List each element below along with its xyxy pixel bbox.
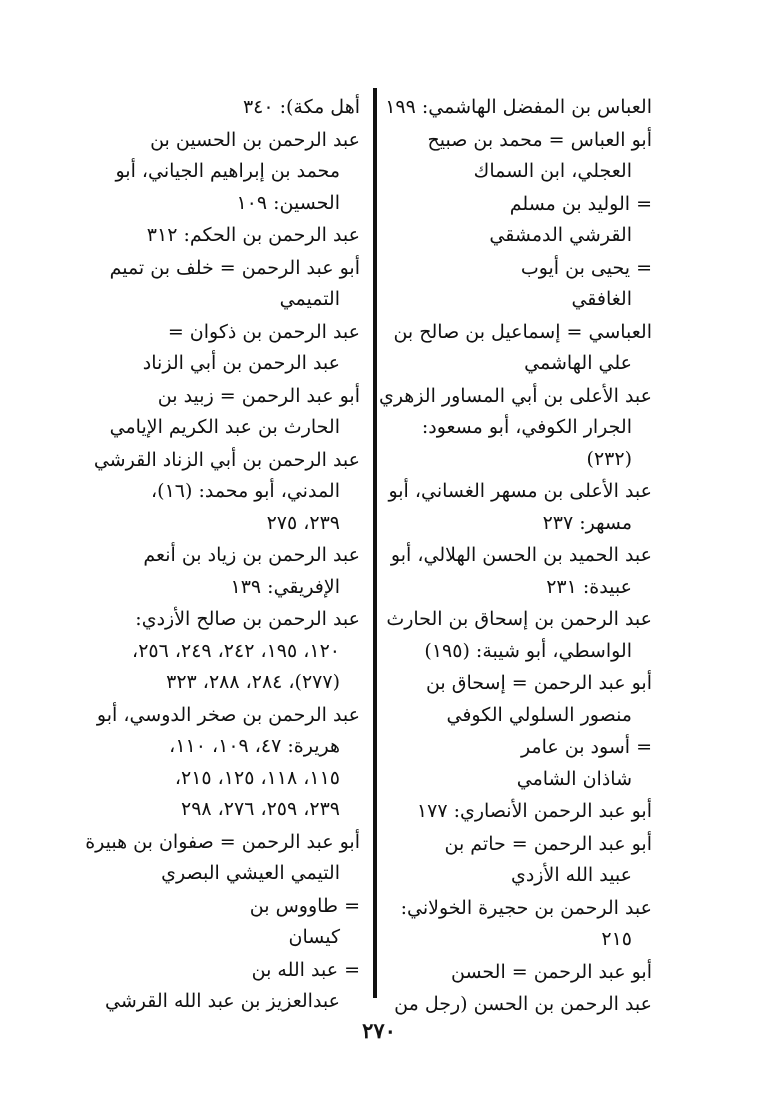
index-entry	[390, 540, 652, 603]
entry-line: عبد الحميد بن الحسن الهلالي، أبو	[390, 544, 652, 566]
entry-line: عبد الرحمن بن زياد بن أنعم	[143, 544, 360, 566]
entry-line: (٢٣٢)	[586, 447, 632, 470]
entry-line: شاذان الشامي	[516, 767, 632, 790]
entry-line: عبد الرحمن بن صالح الأزدي:	[135, 608, 360, 630]
index-entry	[390, 125, 652, 188]
entry-line: الحسين: ١٠٩	[236, 191, 340, 214]
index-entry	[390, 732, 652, 795]
page-number: ٢٧٠	[362, 1018, 396, 1043]
index-entry	[98, 891, 360, 954]
entry-line: كيسان	[288, 926, 340, 948]
index-entry	[85, 827, 360, 890]
entry-line: عبد الرحمن بن صخر الدوسي، أبو	[96, 703, 360, 726]
entry-line: = الوليد بن مسلم	[509, 192, 652, 215]
index-entry	[98, 317, 360, 380]
entry-line: الغافقي	[571, 288, 632, 310]
index-entry	[390, 317, 652, 380]
entry-line: الواسطي، أبو شيبة: (١٩٥)	[424, 639, 632, 662]
entry-line: العجلي، ابن السماك	[473, 160, 632, 182]
entry-line: عبد الرحمن بن الحكم: ٣١٢	[146, 224, 360, 246]
index-entry	[378, 381, 652, 476]
entry-line: الجرار الكوفي، أبو مسعود:	[421, 416, 632, 438]
entry-line: ٢١٥	[601, 928, 632, 950]
entry-line: القرشي الدمشقي	[489, 224, 632, 246]
index-entry	[98, 700, 360, 826]
entry-line: التميمي	[279, 288, 340, 310]
index-entry	[98, 220, 360, 252]
entry-line: الحارث بن عبد الكريم الإيامي	[109, 416, 340, 438]
entry-line: مسهر: ٢٣٧	[542, 511, 632, 534]
index-entry	[98, 604, 360, 699]
index-entry	[390, 189, 652, 252]
entry-line: (٢٧٧)، ٢٨٤، ٢٨٨، ٣٢٣	[166, 671, 340, 693]
entry-line: عبد الرحمن بن الحسين بن	[150, 128, 360, 151]
entry-line: أبو عبد الرحمن = الحسن	[451, 960, 652, 983]
index-entry	[390, 957, 652, 989]
entry-line: علي الهاشمي	[524, 352, 632, 374]
entry-line: عبدالعزيز بن عبد الله القرشي	[105, 990, 340, 1012]
entry-line: = عبد الله بن	[251, 958, 360, 981]
entry-line: أبو عبد الرحمن = زبيد بن	[157, 384, 360, 407]
entry-line: محمد بن إبراهيم الجياني، أبو	[115, 160, 340, 182]
index-entry	[98, 381, 360, 444]
index-entry	[98, 540, 360, 603]
entry-line: عبد الرحمن بن ذكوان =	[167, 320, 360, 343]
entry-line: أبو عبد الرحمن = حاتم بن	[444, 832, 652, 855]
entry-line: أبو عبد الرحمن = صفوان بن هبيرة	[85, 830, 360, 853]
entry-line: هريرة: ٤٧، ١٠٩، ١١٠،	[169, 735, 340, 757]
entry-line: العباس بن المفضل الهاشمي: ١٩٩	[385, 96, 652, 118]
entry-line: عبيد الله الأزدي	[510, 864, 632, 886]
entry-line: = أسود بن عامر	[520, 736, 652, 758]
entry-line: أبو عبد الرحمن = خلف بن تميم	[109, 256, 360, 279]
entry-line: عبد الرحمن بن إسحاق بن الحارث	[386, 608, 652, 630]
index-entry	[98, 955, 360, 1018]
entry-line: العباسي = إسماعيل بن صالح بن	[393, 320, 652, 343]
entry-line: عبد الأعلى بن مسهر الغساني، أبو	[388, 480, 652, 502]
entry-line: عبيدة: ٢٣١	[546, 575, 632, 598]
entry-line: التيمي العيشي البصري	[161, 862, 340, 884]
entry-line: أهل مكة): ٣٤٠	[242, 96, 360, 118]
entry-line: عبد الرحمن بن حجيرة الخولاني:	[400, 896, 652, 919]
entry-line: ٢٣٩، ٢٧٥	[266, 511, 340, 534]
entry-line: = يحيى بن أيوب	[520, 256, 652, 279]
left-column	[85, 92, 360, 1019]
entry-line: = طاووس بن	[249, 894, 360, 917]
entry-line: أبو العباس = محمد بن صبيح	[427, 128, 652, 151]
entry-line: أبو عبد الرحمن = إسحاق بن	[425, 672, 652, 694]
entry-line: الإفريقي: ١٣٩	[230, 575, 340, 598]
entry-line: منصور السلولي الكوفي	[446, 703, 632, 726]
index-entry	[390, 829, 652, 892]
index-entry	[390, 893, 652, 956]
entry-line: عبد الأعلى بن أبي المساور الزهري	[378, 384, 652, 407]
index-entry	[390, 796, 652, 828]
entry-line: عبد الرحمن بن أبي الزناد القرشي	[93, 448, 360, 471]
entry-line: ١١٥، ١١٨، ١٢٥، ٢١٥،	[174, 766, 340, 789]
index-entry	[390, 476, 652, 539]
entry-line: عبد الرحمن بن أبي الزناد	[142, 352, 340, 374]
index-entry	[98, 92, 360, 124]
index-entry	[93, 445, 360, 540]
entry-line: ٢٣٩، ٢٥٩، ٢٧٦، ٢٩٨	[180, 798, 340, 820]
column-divider	[373, 88, 377, 998]
entry-line: أبو عبد الرحمن الأنصاري: ١٧٧	[416, 800, 652, 822]
entry-line: ١٢٠، ١٩٥، ٢٤٢، ٢٤٩، ٢٥٦،	[132, 639, 340, 662]
index-entry	[390, 253, 652, 316]
right-column	[378, 92, 652, 1022]
entry-line: عبد الرحمن بن الحسن (رجل من	[394, 993, 652, 1015]
index-entry	[390, 668, 652, 731]
entry-line: المدني، أبو محمد: (١٦)،	[151, 480, 340, 502]
index-entry	[98, 253, 360, 316]
index-entry	[98, 125, 360, 220]
index-entry	[385, 92, 652, 124]
index-entry	[386, 604, 652, 667]
index-entry	[390, 989, 652, 1021]
